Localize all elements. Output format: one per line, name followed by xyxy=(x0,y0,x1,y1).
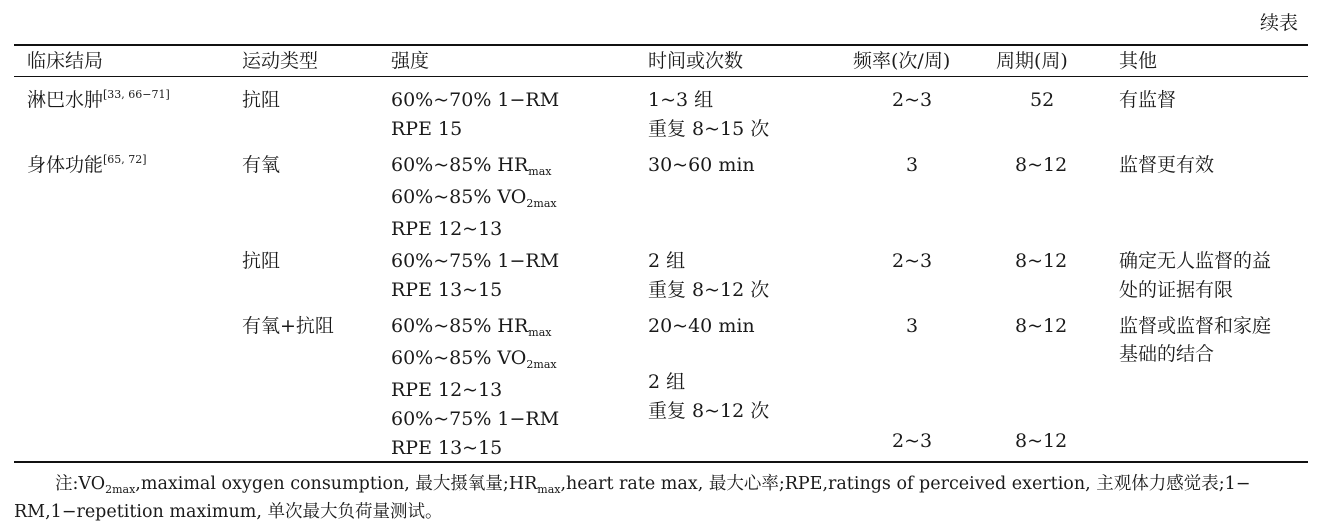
table-continued-label: 续表 xyxy=(1260,12,1299,34)
cell-outcome xyxy=(27,154,147,176)
cell-intensity: RPE 13~15 xyxy=(391,279,503,301)
cell-other: 基础的结合 xyxy=(1119,343,1215,365)
cell-other: 确定无人监督的益 xyxy=(1119,250,1272,272)
cell-period: 8~12 xyxy=(1015,250,1068,272)
intensity-text: 60%~85% VO xyxy=(391,347,527,369)
header-intensity: 强度 xyxy=(391,50,430,72)
footnote-line-1 xyxy=(55,473,1250,495)
cell-intensity: 60%~75% 1−RM xyxy=(391,250,560,272)
cell-frequency: 2~3 xyxy=(892,250,933,272)
intensity-text: 60%~85% VO xyxy=(391,186,527,208)
cell-period: 8~12 xyxy=(1015,154,1068,176)
cell-time: 2 组 xyxy=(648,250,686,272)
cell-time: 重复 8~12 次 xyxy=(648,279,770,301)
cell-time: 重复 8~12 次 xyxy=(648,400,770,422)
cell-frequency: 3 xyxy=(906,315,919,337)
cell-time: 30~60 min xyxy=(648,154,755,176)
citation-ref: [33, 66−71] xyxy=(103,88,170,101)
cell-exercise-type: 有氧+抗阻 xyxy=(242,315,334,337)
cell-time: 重复 8~15 次 xyxy=(648,118,770,140)
subscript: max xyxy=(537,483,561,496)
footnote-text: ,heart rate max, 最大心率;RPE,ratings of perceived exertion, 主观体力感觉表;1− xyxy=(560,474,1251,494)
cell-intensity: RPE 13~15 xyxy=(391,437,503,459)
cell-intensity: RPE 12~13 xyxy=(391,379,503,401)
cell-intensity xyxy=(391,347,557,369)
cell-other: 监督更有效 xyxy=(1119,154,1215,176)
cell-other: 有监督 xyxy=(1119,89,1177,111)
cell-exercise-type: 抗阻 xyxy=(242,89,281,111)
table-bottom-rule xyxy=(14,461,1308,463)
header-exercise-type: 运动类型 xyxy=(242,50,319,72)
cell-time: 2 组 xyxy=(648,371,686,393)
header-frequency: 频率(次/周) xyxy=(853,50,951,72)
header-time: 时间或次数 xyxy=(648,50,744,72)
cell-intensity xyxy=(391,154,552,176)
cell-frequency: 2~3 xyxy=(892,89,933,111)
table-header-rule xyxy=(14,76,1308,77)
cell-period: 8~12 xyxy=(1015,315,1068,337)
subscript: 2max xyxy=(105,483,136,496)
footnote-text: 注:VO xyxy=(55,474,106,494)
header-outcome: 临床结局 xyxy=(27,50,104,72)
cell-intensity xyxy=(391,186,557,208)
cell-intensity: RPE 15 xyxy=(391,118,463,140)
cell-outcome xyxy=(27,89,170,111)
cell-intensity: 60%~75% 1−RM xyxy=(391,408,560,430)
cell-time: 1~3 组 xyxy=(648,89,714,111)
footnote-text: ,maximal oxygen consumption, 最大摄氧量;HR xyxy=(135,474,538,494)
outcome-text: 淋巴水肿 xyxy=(27,89,104,111)
cell-intensity xyxy=(391,315,552,337)
subscript: max xyxy=(528,165,552,178)
intensity-text: 60%~85% HR xyxy=(391,154,529,176)
cell-frequency: 2~3 xyxy=(892,430,933,452)
subscript: 2max xyxy=(526,358,557,371)
subscript: max xyxy=(528,326,552,339)
header-other: 其他 xyxy=(1119,50,1158,72)
cell-intensity: RPE 12~13 xyxy=(391,218,503,240)
cell-time: 20~40 min xyxy=(648,315,755,337)
cell-period: 52 xyxy=(1030,89,1055,111)
cell-period: 8~12 xyxy=(1015,430,1068,452)
cell-frequency: 3 xyxy=(906,154,919,176)
cell-exercise-type: 抗阻 xyxy=(242,250,281,272)
header-period: 周期(周) xyxy=(996,50,1068,72)
cell-intensity: 60%~70% 1−RM xyxy=(391,89,560,111)
subscript: 2max xyxy=(526,197,557,210)
footnote-line-2: RM,1−repetition maximum, 单次最大负荷量测试。 xyxy=(14,502,443,522)
citation-ref: [65, 72] xyxy=(103,153,147,166)
table-top-rule xyxy=(14,44,1308,46)
outcome-text: 身体功能 xyxy=(27,154,104,176)
cell-other: 处的证据有限 xyxy=(1119,279,1234,301)
cell-other: 监督或监督和家庭 xyxy=(1119,315,1272,337)
intensity-text: 60%~85% HR xyxy=(391,315,529,337)
cell-exercise-type: 有氧 xyxy=(242,154,281,176)
